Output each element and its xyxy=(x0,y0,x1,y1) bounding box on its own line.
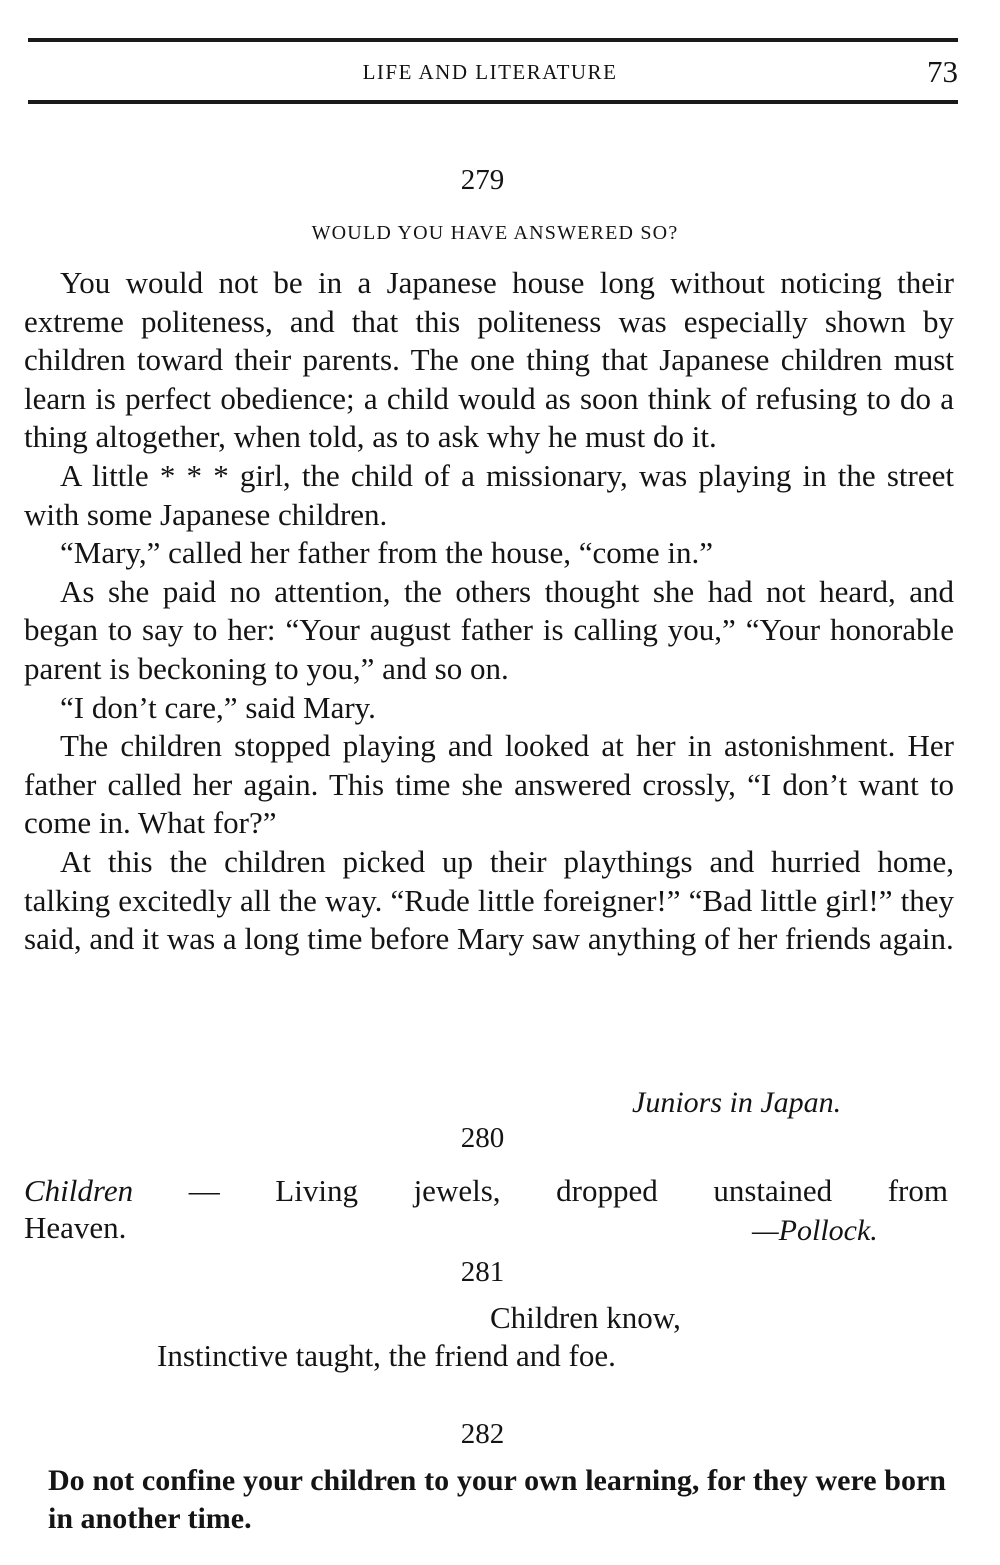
entry-number-281: 281 xyxy=(460,1256,505,1288)
attribution-279: Juniors in Japan. xyxy=(632,1086,842,1119)
paragraph: At this the children picked up their playthings and hurried home, talking excitedly all the way. “Rude little foreigner!” “Bad little girl!” they said, and it was a long time before Mary saw anything of her friends again. xyxy=(24,843,954,957)
entry-number-280: 280 xyxy=(460,1122,505,1154)
running-head: LIFE AND LITERATURE xyxy=(362,60,618,84)
entry-number-279: 279 xyxy=(460,164,505,196)
entry-body-279 xyxy=(24,264,954,959)
paragraph: “Mary,” called her father from the house, “come in.” xyxy=(60,535,713,571)
paragraph: As she paid no attention, the others thought she had not heard, and began to say to her: “Your august father is calling you,” “Your honorable parent is beckoning to you,” and so on. xyxy=(24,573,954,686)
quote-text-end: Heaven. xyxy=(24,1210,127,1245)
entry-quote-282: Do not confine your children to your own learning, for they were born in another time. xyxy=(48,1464,946,1535)
entry-quote-280 xyxy=(24,1172,948,1210)
verse-line-1: Children know, xyxy=(490,1300,681,1335)
quote-text: — Living jewels, dropped unstained from xyxy=(133,1173,948,1208)
page-number: 73 xyxy=(927,54,958,89)
verse-line-2: Instinctive taught, the friend and foe. xyxy=(157,1338,616,1373)
quote-lead: Children xyxy=(24,1173,134,1208)
entry-number-282: 282 xyxy=(460,1418,505,1450)
entry-title-279: WOULD YOU HAVE ANSWERED SO? xyxy=(311,222,679,244)
paragraph: A little * * * girl, the child of a missionary, was playing in the street with some Japanese children. xyxy=(24,457,954,532)
attribution-280: —Pollock. xyxy=(752,1214,878,1247)
header-rule-top xyxy=(28,38,958,42)
paragraph: You would not be in a Japanese house long without noticing their extreme politeness, and that this politeness was especially shown by children toward their parents. The one thing that Japanese children must learn is perfect obedience; a child would as soon think of refusing to do a thing altogether, when told, as to ask why he must do it. xyxy=(24,265,954,455)
paragraph: The children stopped playing and looked at her in astonishment. Her father called her again. This time she answered crossly, “I don’t want to come in. What for?” xyxy=(24,728,954,841)
paragraph: “I don’t care,” said Mary. xyxy=(60,689,376,725)
header-rule-bottom xyxy=(28,100,958,104)
